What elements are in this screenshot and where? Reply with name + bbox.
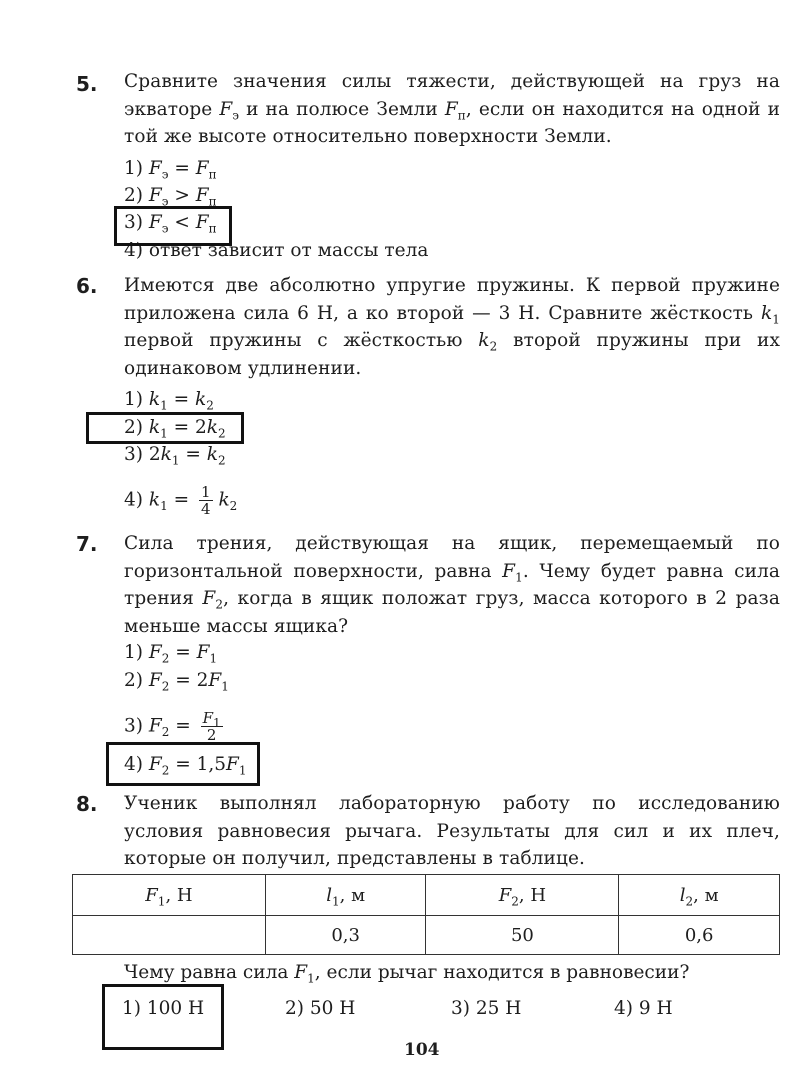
- table-cell: 0,6: [619, 916, 780, 955]
- q7-number: 7.: [76, 532, 98, 556]
- q6-option-4[interactable]: 4) $k_1$ = $\frac{1}{4}$ $k_2$: [124, 483, 238, 518]
- table-cell: [73, 916, 266, 955]
- table-header-cell: $l_2$, м: [619, 875, 780, 916]
- q5-option-3[interactable]: 3) $F_э < F_п$: [124, 212, 217, 236]
- q8-option-3[interactable]: 3) 25 Н: [451, 998, 522, 1019]
- table-header-cell: $F_2$, Н: [426, 875, 619, 916]
- q7-option-3[interactable]: 3) $F_2$ = $\frac{F_1}{2}$: [124, 709, 221, 744]
- q8-number: 8.: [76, 792, 98, 816]
- q7-option-4[interactable]: 4) $F_2 = 1,5F_1$: [124, 754, 247, 778]
- q5-text: Сравните значения силы тяжести, действующей на груз на экваторе $F_э$ и на полюсе Земли $F_п$, если он находится на одной и той же высоте относительно поверхности Земли.: [124, 71, 780, 147]
- q8-selected-answer-box: [102, 984, 224, 1050]
- q5-number: 5.: [76, 72, 98, 96]
- table-row: [73, 916, 780, 955]
- q5-option-2[interactable]: 2) $F_э > F_п$: [124, 185, 217, 209]
- q6-text: Имеются две абсолютно упругие пружины. К первой пружине приложена сила 6 Н, а ко второй — 3 Н. Сравните жёсткость $k_1$ первой пружины с жёсткостью $k_2$ второй пружины при их одинаковом удлинении.: [124, 275, 780, 379]
- q8-question: Чему равна сила $F_1$, если рычаг находится в равновесии?: [124, 962, 690, 986]
- page-number: 104: [404, 1040, 440, 1060]
- table-header-cell: $l_1$, м: [265, 875, 426, 916]
- q5-selected-answer-box: [114, 206, 232, 246]
- q7-selected-answer-box: [106, 742, 260, 786]
- q6-option-2[interactable]: 2) $k_1 = 2k_2$: [124, 417, 226, 441]
- q7-option-2[interactable]: 2) $F_2 = 2F_1$: [124, 670, 229, 694]
- q8-option-1[interactable]: 1) 100 Н: [122, 998, 205, 1019]
- q8-option-4[interactable]: 4) 9 Н: [614, 998, 673, 1019]
- q5-option-4[interactable]: 4) ответ зависит от массы тела: [124, 240, 429, 261]
- table-header-cell: $F_1$, Н: [73, 875, 266, 916]
- q8-data-table: [72, 874, 780, 955]
- q6-option-1[interactable]: 1) $k_1 = k_2$: [124, 389, 214, 413]
- q5-option-1[interactable]: 1) $F_э = F_п$: [124, 158, 217, 182]
- table-cell: 0,3: [265, 916, 426, 955]
- table-header-row: [73, 875, 780, 916]
- q6-option-3[interactable]: 3) $2k_1 = k_2$: [124, 444, 226, 468]
- table-cell: 50: [426, 916, 619, 955]
- q7-option-1[interactable]: 1) $F_2 = F_1$: [124, 642, 218, 666]
- q8-option-2[interactable]: 2) 50 Н: [285, 998, 356, 1019]
- q6-selected-answer-box: [86, 412, 244, 444]
- q8-text: Ученик выполнял лабораторную работу по исследованию условия равновесия рычага. Результаты для сил и их плеч, которые он получил, представлены в таблице.: [124, 793, 780, 869]
- q6-number: 6.: [76, 274, 98, 298]
- q7-text: Сила трения, действующая на ящик, перемещаемый по горизонтальной поверхности, равна $F_1$. Чему будет равна сила трения $F_2$, когда в ящик положат груз, масса которого в 2 раза меньше массы ящика?: [124, 533, 780, 637]
